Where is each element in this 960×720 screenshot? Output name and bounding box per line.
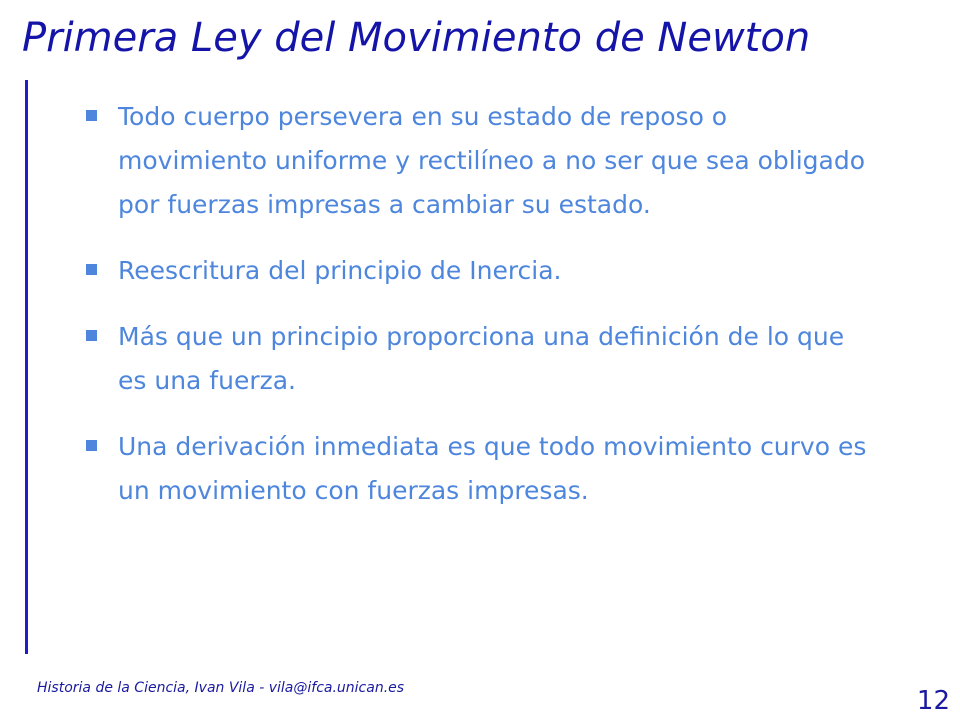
page-number: 12 <box>916 686 950 716</box>
bullet-item <box>84 95 874 227</box>
bullet-item <box>84 249 874 293</box>
slide-title: Primera Ley del Movimiento de Newton <box>22 15 811 61</box>
left-vertical-rule <box>25 80 28 654</box>
bullet-text: Todo cuerpo persevera en su estado de reposo o movimiento uniforme y rectilíneo a no ser que sea obligado por fuerzas impresas a cambiar su estado. <box>118 102 866 219</box>
bullet-text: Una derivación inmediata es que todo movimiento curvo es un movimiento con fuerzas impresas. <box>118 432 867 505</box>
bullet-list <box>84 95 874 535</box>
square-bullet-icon <box>86 110 97 121</box>
square-bullet-icon <box>86 440 97 451</box>
bullet-text: Reescritura del principio de Inercia. <box>118 256 562 285</box>
square-bullet-icon <box>86 264 97 275</box>
bullet-item <box>84 425 874 513</box>
bullet-text: Más que un principio proporciona una definición de lo que es una fuerza. <box>118 322 845 395</box>
bullet-item <box>84 315 874 403</box>
footer-credit: Historia de la Ciencia, Ivan Vila - vila@ifca.unican.es <box>37 680 405 696</box>
square-bullet-icon <box>86 330 97 341</box>
